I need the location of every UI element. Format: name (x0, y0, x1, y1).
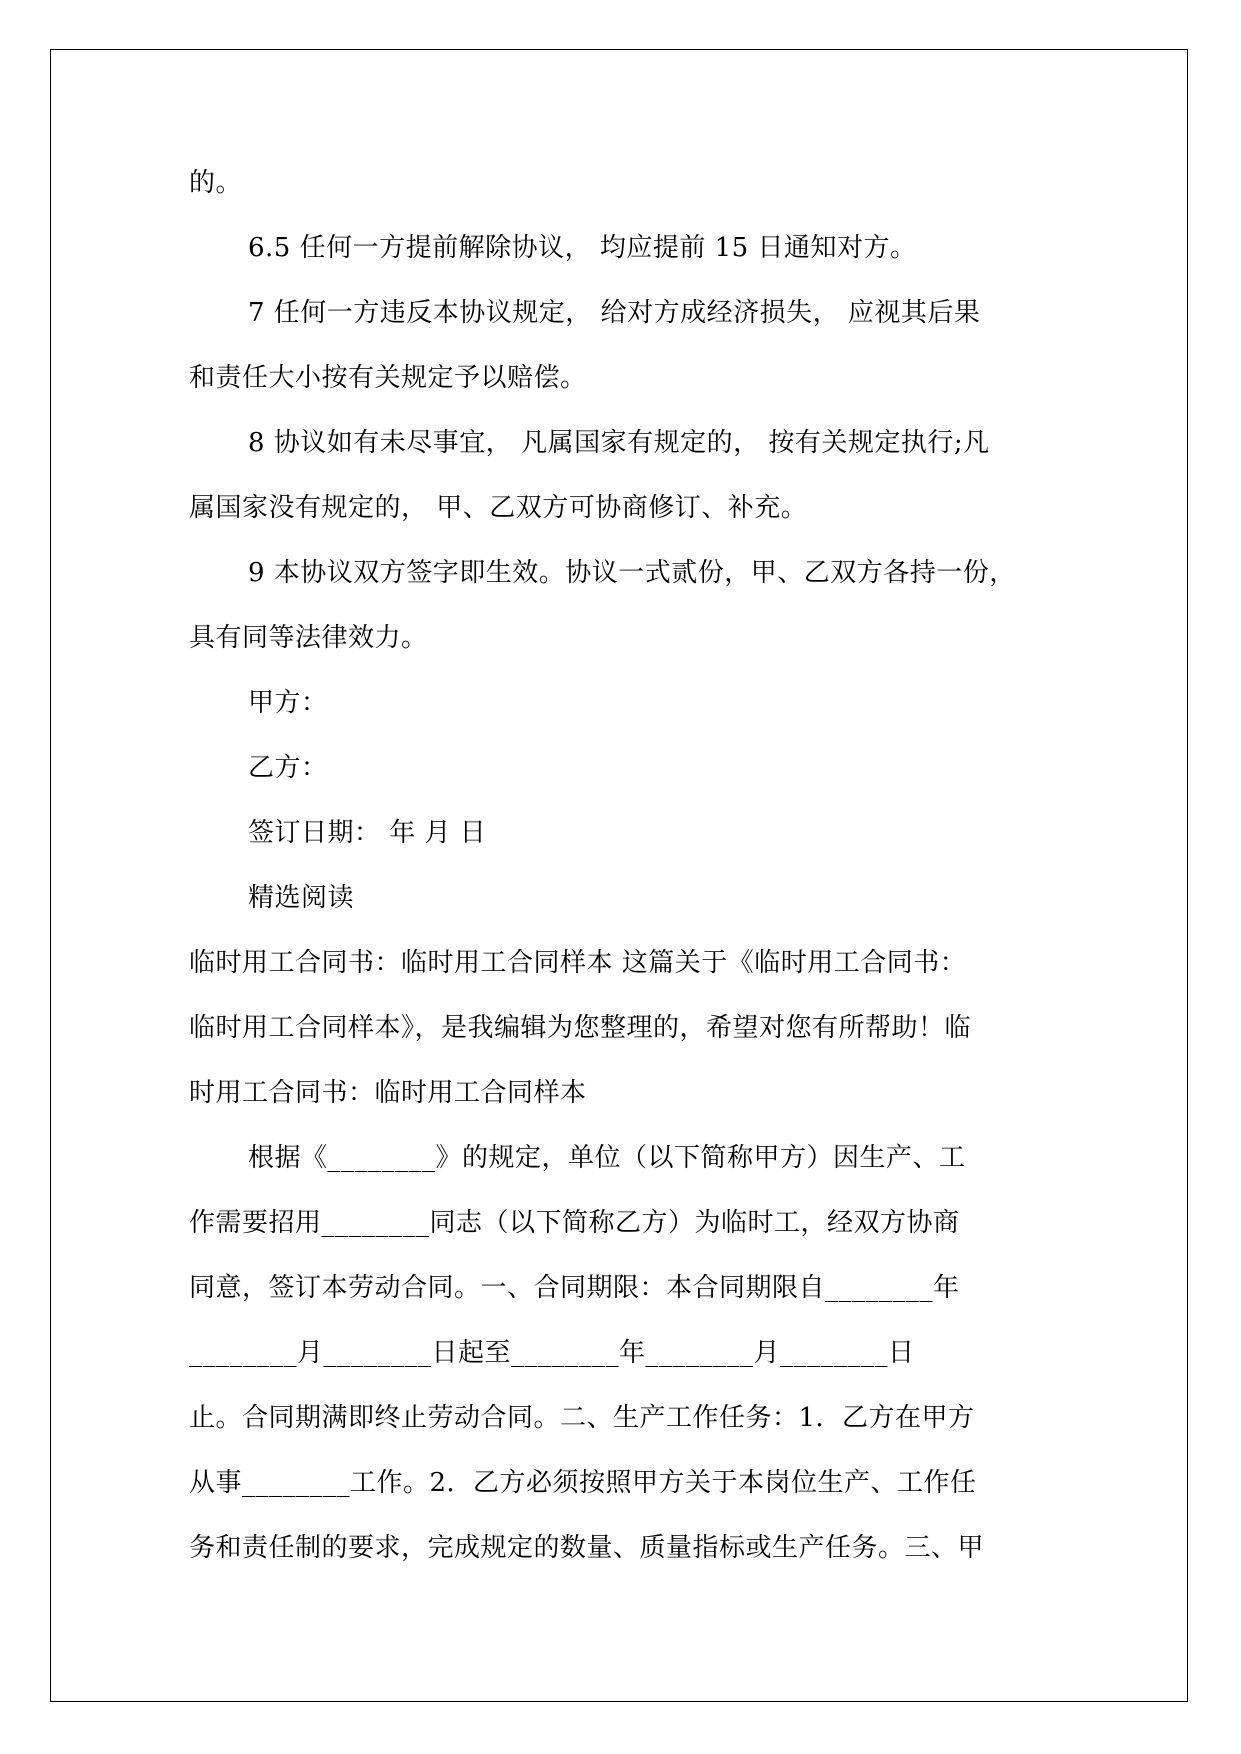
text-line: 同意，签订本劳动合同。一、合同期限：本合同期限自________年 (189, 1273, 960, 1303)
page-border (50, 49, 1188, 1702)
text-line: 9 本协议双方签字即生效。协议一式贰份，甲、乙双方各持一份， (248, 558, 1016, 588)
text-line: 8 协议如有未尽事宜， 凡属国家有规定的， 按有关规定执行;凡 (248, 428, 990, 458)
signing-date-label: 签订日期： 年 月 日 (248, 818, 487, 848)
text-line: 根据《________》的规定，单位（以下简称甲方）因生产、工 (248, 1143, 966, 1173)
text-line: 6.5 任何一方提前解除协议， 均应提前 15 日通知对方。 (248, 233, 917, 263)
text-line: 务和责任制的要求，完成规定的数量、质量指标或生产任务。三、甲 (189, 1533, 985, 1563)
text-line: 具有同等法律效力。 (189, 623, 428, 653)
text-line: ________月________日起至________年________月________日 (189, 1338, 915, 1368)
text-line: 的。 (189, 168, 243, 198)
section-heading: 精选阅读 (248, 883, 355, 913)
text-line: 作需要招用________同志（以下简称乙方）为临时工，经双方协商 (189, 1208, 960, 1238)
text-line: 和责任大小按有关规定予以赔偿。 (189, 363, 587, 393)
text-line: 止。合同期满即终止劳动合同。二、生产工作任务：1．乙方在甲方 (189, 1403, 975, 1433)
text-line: 临时用工合同书：临时用工合同样本 这篇关于《临时用工合同书： (189, 948, 967, 978)
text-line: 从事________工作。2．乙方必须按照甲方关于本岗位生产、工作任 (189, 1468, 977, 1498)
party-a-signature-label: 甲方： (248, 688, 328, 718)
text-line: 7 任何一方违反本协议规定， 给对方成经济损失， 应视其后果 (248, 298, 981, 328)
text-line: 临时用工合同样本》，是我编辑为您整理的，希望对您有所帮助！临 (189, 1013, 972, 1043)
text-line: 时用工合同书：临时用工合同样本 (189, 1078, 587, 1108)
text-line: 属国家没有规定的， 甲、乙双方可协商修订、补充。 (189, 493, 808, 523)
party-b-signature-label: 乙方： (248, 753, 328, 783)
